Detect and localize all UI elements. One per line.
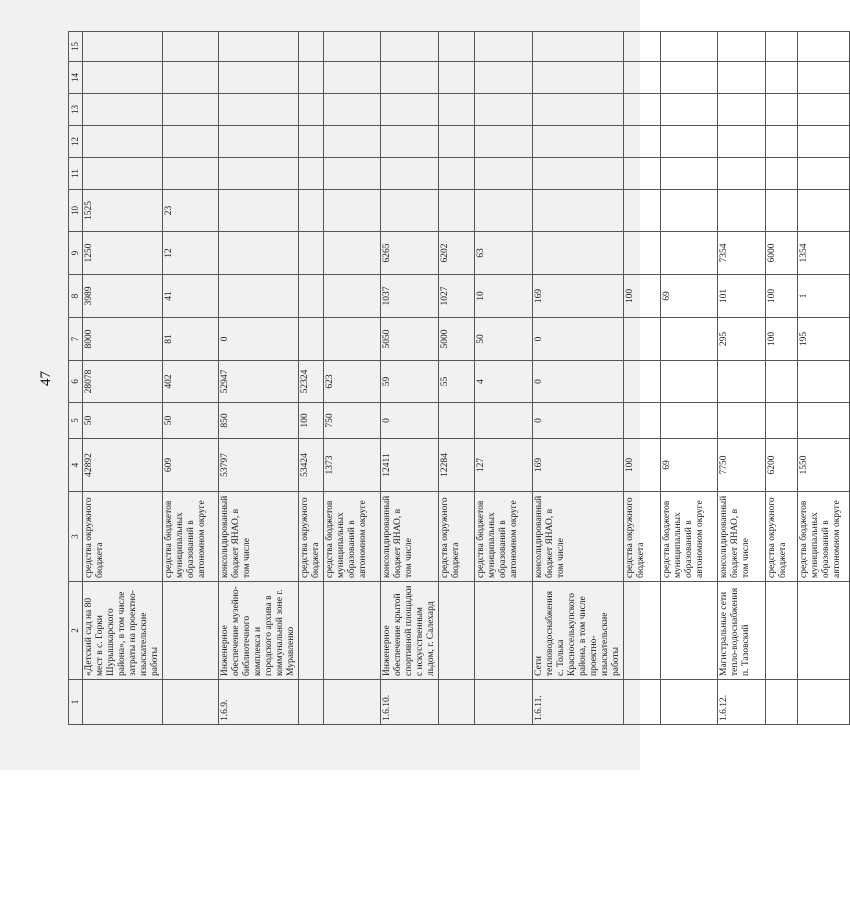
amount-cell: 42892 [83,439,163,492]
amount-cell [299,94,324,126]
amount-cell: 7354 [718,232,766,275]
amount-cell: 127 [475,439,533,492]
amount-cell [83,62,163,94]
amount-cell: 3989 [83,275,163,318]
amount-cell: 53797 [219,439,299,492]
amount-cell [299,318,324,361]
amount-cell [718,94,766,126]
row-number-cell [624,680,661,725]
amount-cell [624,158,661,190]
amount-cell [533,158,624,190]
amount-cell: 609 [163,439,219,492]
amount-cell: 169 [533,439,624,492]
amount-cell [381,126,439,158]
column-header: 13 [69,94,83,126]
row-number-cell [163,680,219,725]
amount-cell [475,403,533,439]
table-row [219,32,299,725]
table-row [766,32,798,725]
amount-cell: 100 [624,439,661,492]
amount-cell [766,62,798,94]
amount-cell [718,190,766,232]
amount-cell [475,158,533,190]
column-header: 2 [69,582,83,680]
object-name-cell [439,582,475,680]
funding-source-cell: средства бюджетов муниципальных образований в автономном округе [661,492,718,582]
amount-cell [798,94,850,126]
amount-cell [718,126,766,158]
amount-cell [83,32,163,62]
amount-cell [299,275,324,318]
amount-cell [163,62,219,94]
amount-cell [624,62,661,94]
row-number-cell [439,680,475,725]
amount-cell: 59 [381,361,439,403]
amount-cell [624,126,661,158]
amount-cell [766,158,798,190]
table-row [163,32,219,725]
amount-cell: 169 [533,275,624,318]
funding-source-cell: средства бюджетов муниципальных образований в автономном округе [798,492,850,582]
object-name-cell [163,582,219,680]
object-name-cell: «Детский сад на 80 мест в с. Горки Шурышкарского района», в том числе затраты на проектно-изыскательские работы [83,582,163,680]
table-row [439,32,475,725]
row-number-cell: 1.6.12. [718,680,766,725]
amount-cell [219,275,299,318]
amount-cell: 1373 [324,439,381,492]
amount-cell [661,94,718,126]
amount-cell [381,190,439,232]
amount-cell [624,232,661,275]
amount-cell: 623 [324,361,381,403]
amount-cell [624,32,661,62]
amount-cell [798,158,850,190]
amount-cell: 6000 [766,232,798,275]
amount-cell: 850 [219,403,299,439]
row-number-cell [798,680,850,725]
funding-source-cell: средства окружного бюджета [439,492,475,582]
amount-cell: 0 [533,403,624,439]
table-row [83,32,163,725]
amount-cell: 69 [661,275,718,318]
amount-cell [299,232,324,275]
amount-cell: 23 [163,190,219,232]
object-name-cell: Инженерное обеспечение крытой спортивной площадки с искусственным льдом, г. Салехард [381,582,439,680]
amount-cell: 295 [718,318,766,361]
row-number-cell [766,680,798,725]
amount-cell [798,361,850,403]
amount-cell: 100 [766,318,798,361]
amount-cell [324,190,381,232]
amount-cell: 1354 [798,232,850,275]
object-name-cell: Инженерное обеспечение музейно-библиотечного комплекса и городского архива в коммунальной зоне г. Муравленко [219,582,299,680]
amount-cell [624,361,661,403]
funding-source-cell: консолидированный бюджет ЯНАО, в том числе [718,492,766,582]
amount-cell [661,403,718,439]
amount-cell: 6202 [439,232,475,275]
amount-cell [83,126,163,158]
amount-cell [624,94,661,126]
amount-cell [475,190,533,232]
column-header: 15 [69,32,83,62]
amount-cell: 1525 [83,190,163,232]
object-name-cell [324,582,381,680]
amount-cell: 101 [718,275,766,318]
column-header: 11 [69,158,83,190]
amount-cell [798,126,850,158]
amount-cell [324,318,381,361]
amount-cell [219,62,299,94]
column-header: 3 [69,492,83,582]
amount-cell [661,126,718,158]
amount-cell [439,94,475,126]
row-number-cell [475,680,533,725]
object-name-cell [766,582,798,680]
amount-cell: 195 [798,318,850,361]
column-header: 4 [69,439,83,492]
object-name-cell [475,582,533,680]
amount-cell: 69 [661,439,718,492]
amount-cell [163,126,219,158]
amount-cell [661,32,718,62]
amount-cell [439,126,475,158]
column-header: 8 [69,275,83,318]
amount-cell [533,94,624,126]
amount-cell [83,158,163,190]
amount-cell: 0 [533,361,624,403]
amount-cell [718,158,766,190]
amount-cell [163,32,219,62]
amount-cell: 5050 [381,318,439,361]
funding-source-cell: средства окружного бюджета [299,492,324,582]
table-row [324,32,381,725]
amount-cell: 4 [475,361,533,403]
amount-cell [381,158,439,190]
amount-cell: 6265 [381,232,439,275]
amount-cell: 63 [475,232,533,275]
amount-cell [475,32,533,62]
column-header: 6 [69,361,83,403]
amount-cell [718,361,766,403]
amount-cell: 1250 [83,232,163,275]
amount-cell: 100 [624,275,661,318]
amount-cell: 100 [766,275,798,318]
amount-cell [439,403,475,439]
amount-cell [219,126,299,158]
amount-cell [324,232,381,275]
table-row [798,32,850,725]
amount-cell [661,318,718,361]
amount-cell: 7750 [718,439,766,492]
amount-cell: 55 [439,361,475,403]
funding-source-cell: средства окружного бюджета [624,492,661,582]
column-header: 12 [69,126,83,158]
table-row [624,32,661,725]
amount-cell [299,126,324,158]
amount-cell [533,62,624,94]
amount-cell [219,94,299,126]
amount-cell [324,62,381,94]
amount-cell [718,403,766,439]
funding-source-cell: средства окружного бюджета [766,492,798,582]
amount-cell [533,126,624,158]
amount-cell: 100 [299,403,324,439]
amount-cell [381,94,439,126]
amount-cell [439,190,475,232]
amount-cell [475,94,533,126]
object-name-cell [624,582,661,680]
amount-cell [163,94,219,126]
funding-source-cell: средства бюджетов муниципальных образований в автономном округе [324,492,381,582]
amount-cell [624,318,661,361]
amount-cell: 5000 [439,318,475,361]
amount-cell: 53424 [299,439,324,492]
amount-cell [766,403,798,439]
amount-cell [324,158,381,190]
amount-cell [766,94,798,126]
amount-cell: 1037 [381,275,439,318]
amount-cell: 0 [381,403,439,439]
amount-cell [324,126,381,158]
object-name-cell [299,582,324,680]
amount-cell [219,32,299,62]
amount-cell [718,32,766,62]
amount-cell [661,62,718,94]
row-number-cell: 1.6.9. [219,680,299,725]
amount-cell: 10 [475,275,533,318]
amount-cell: 28078 [83,361,163,403]
amount-cell: 1 [798,275,850,318]
amount-cell [766,126,798,158]
amount-cell [661,158,718,190]
table-row [661,32,718,725]
row-number-cell [299,680,324,725]
amount-cell [439,32,475,62]
amount-cell [798,32,850,62]
amount-cell [381,32,439,62]
amount-cell [766,32,798,62]
table-row [299,32,324,725]
amount-cell: 52324 [299,361,324,403]
amount-cell [324,94,381,126]
amount-cell: 8000 [83,318,163,361]
table-row [718,32,766,725]
amount-cell [299,190,324,232]
table-row [475,32,533,725]
funding-source-cell: консолидированный бюджет ЯНАО, в том числе [381,492,439,582]
column-header: 10 [69,190,83,232]
amount-cell [718,62,766,94]
amount-cell [798,403,850,439]
amount-cell [219,232,299,275]
amount-cell: 1027 [439,275,475,318]
amount-cell: 12 [163,232,219,275]
amount-cell [299,62,324,94]
column-header: 5 [69,403,83,439]
funding-source-cell: консолидированный бюджет ЯНАО, в том числе [219,492,299,582]
amount-cell [533,232,624,275]
amount-cell: 0 [533,318,624,361]
object-name-cell [661,582,718,680]
amount-cell [533,32,624,62]
object-name-cell: Сети тепловодоснабжения с. Толька Красноселькупского района, в том числе проектно-изыскательские работы [533,582,624,680]
amount-cell [439,158,475,190]
funding-source-cell: средства бюджетов муниципальных образований в автономном округе [475,492,533,582]
column-header: 14 [69,62,83,94]
row-number-cell: 1.6.11. [533,680,624,725]
row-number-cell [661,680,718,725]
amount-cell [766,361,798,403]
amount-cell [798,190,850,232]
amount-cell [324,32,381,62]
amount-cell [766,190,798,232]
table-header-row [69,32,83,725]
amount-cell [219,190,299,232]
amount-cell: 402 [163,361,219,403]
amount-cell: 50 [163,403,219,439]
amount-cell: 50 [83,403,163,439]
amount-cell [661,361,718,403]
table-body [83,32,850,725]
amount-cell: 50 [475,318,533,361]
amount-cell: 12284 [439,439,475,492]
page-number: 47 [38,371,54,386]
amount-cell [661,232,718,275]
amount-cell [533,190,624,232]
funding-source-cell: консолидированный бюджет ЯНАО, в том числе [533,492,624,582]
row-number-cell [324,680,381,725]
budget-table [68,31,850,725]
funding-source-cell: средства окружного бюджета [83,492,163,582]
amount-cell [624,403,661,439]
amount-cell: 750 [324,403,381,439]
rotated-table-container [68,32,842,725]
object-name-cell: Магистральные сети тепло-водоснабжения п. Тазовский [718,582,766,680]
amount-cell: 12411 [381,439,439,492]
amount-cell [163,158,219,190]
funding-source-cell: средства бюджетов муниципальных образований в автономном округе [163,492,219,582]
amount-cell [299,32,324,62]
table-row [533,32,624,725]
column-header: 1 [69,680,83,725]
column-header: 7 [69,318,83,361]
amount-cell [798,62,850,94]
column-header: 9 [69,232,83,275]
amount-cell: 52947 [219,361,299,403]
amount-cell [324,275,381,318]
amount-cell [439,62,475,94]
amount-cell [381,62,439,94]
amount-cell [83,94,163,126]
amount-cell [299,158,324,190]
amount-cell [624,190,661,232]
row-number-cell [83,680,163,725]
amount-cell [661,190,718,232]
table-row [381,32,439,725]
amount-cell [219,158,299,190]
row-number-cell: 1.6.10. [381,680,439,725]
amount-cell [475,126,533,158]
amount-cell: 41 [163,275,219,318]
amount-cell: 0 [219,318,299,361]
object-name-cell [798,582,850,680]
amount-cell: 1550 [798,439,850,492]
amount-cell [475,62,533,94]
amount-cell: 81 [163,318,219,361]
amount-cell: 6200 [766,439,798,492]
